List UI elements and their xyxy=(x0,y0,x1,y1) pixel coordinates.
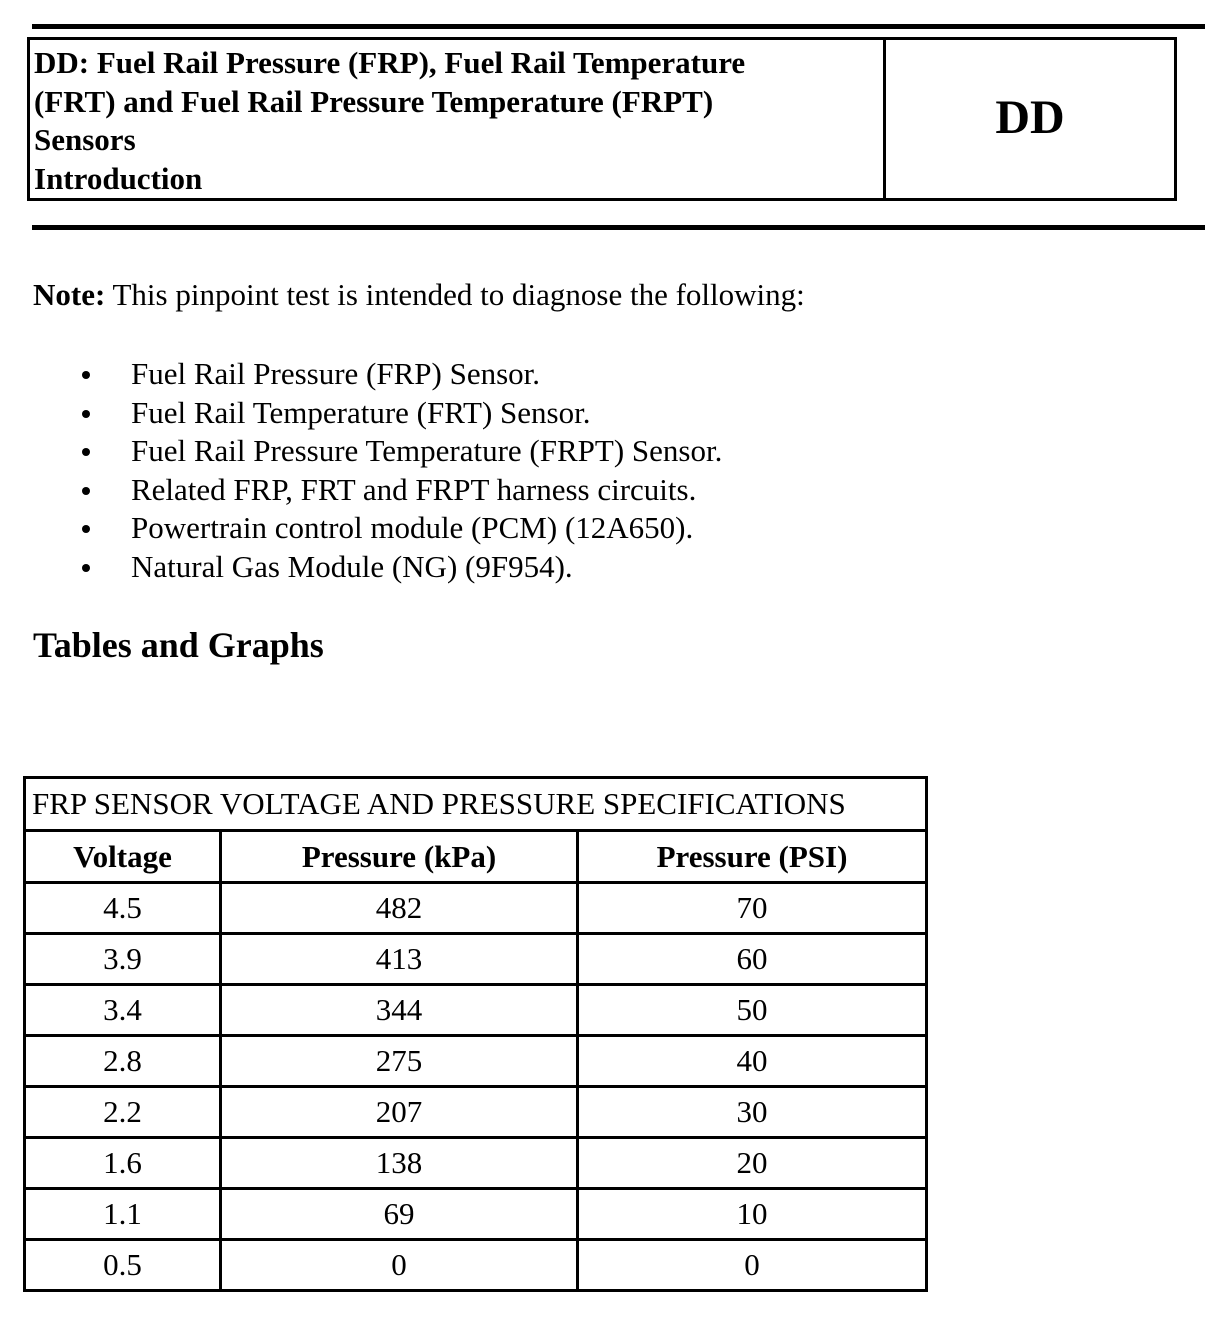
header-title-line: (FRT) and Fuel Rail Pressure Temperature (FRPT) xyxy=(34,83,714,119)
pressure-kpa-cell: 0 xyxy=(221,1240,578,1291)
column-header-pressure-psi: Pressure (PSI) xyxy=(578,831,927,883)
voltage-cell: 2.8 xyxy=(25,1036,221,1087)
table-header-row xyxy=(25,831,927,883)
table-caption-row xyxy=(25,778,927,831)
section-heading: Tables and Graphs xyxy=(33,625,324,665)
bullet-icon xyxy=(82,448,90,456)
header-title-line: DD: Fuel Rail Pressure (FRP), Fuel Rail Temperature xyxy=(34,45,746,80)
header-title-line: Introduction xyxy=(34,160,203,196)
voltage-cell: 1.6 xyxy=(25,1138,221,1189)
pressure-kpa-cell: 413 xyxy=(221,934,578,985)
table-row xyxy=(25,1087,927,1138)
column-header-voltage: Voltage xyxy=(25,831,221,883)
document-header xyxy=(27,37,1177,201)
table-caption: FRP SENSOR VOLTAGE AND PRESSURE SPECIFICATIONS xyxy=(25,778,927,831)
list-item-text: Natural Gas Module (NG) (9F954). xyxy=(131,548,573,584)
list-item-text: Fuel Rail Pressure Temperature (FRPT) Sensor. xyxy=(131,433,723,468)
voltage-cell: 0.5 xyxy=(25,1240,221,1291)
bullet-icon xyxy=(82,371,90,379)
bullet-icon xyxy=(82,564,90,572)
list-item-text: Fuel Rail Pressure (FRP) Sensor. xyxy=(131,356,541,391)
table-row xyxy=(25,1189,927,1240)
bullet-icon xyxy=(82,410,90,418)
voltage-cell: 2.2 xyxy=(25,1087,221,1138)
pressure-kpa-cell: 275 xyxy=(221,1036,578,1087)
bottom-rule xyxy=(32,225,1205,230)
pressure-psi-cell: 30 xyxy=(578,1087,927,1138)
pressure-psi-cell: 40 xyxy=(578,1036,927,1087)
table-row xyxy=(25,883,927,934)
bullet-icon xyxy=(82,487,90,495)
voltage-cell: 4.5 xyxy=(25,883,221,934)
pressure-kpa-cell: 344 xyxy=(221,985,578,1036)
pressure-psi-cell: 20 xyxy=(578,1138,927,1189)
frp-spec-table xyxy=(23,776,928,1292)
header-code: DD xyxy=(995,90,1065,144)
table-row xyxy=(25,985,927,1036)
pressure-psi-cell: 70 xyxy=(578,883,927,934)
pressure-psi-cell: 60 xyxy=(578,934,927,985)
note-paragraph xyxy=(33,277,805,313)
voltage-cell: 1.1 xyxy=(25,1189,221,1240)
pressure-kpa-cell: 69 xyxy=(221,1189,578,1240)
list-item-text: Fuel Rail Temperature (FRT) Sensor. xyxy=(131,394,591,430)
note-label: Note: xyxy=(33,277,106,312)
table-row xyxy=(25,1036,927,1087)
top-rule xyxy=(32,24,1205,29)
header-title xyxy=(30,40,886,198)
pressure-psi-cell: 50 xyxy=(578,985,927,1036)
pressure-psi-cell: 0 xyxy=(578,1240,927,1291)
table-row xyxy=(25,934,927,985)
pressure-psi-cell: 10 xyxy=(578,1189,927,1240)
column-header-pressure-kpa: Pressure (kPa) xyxy=(221,831,578,883)
voltage-cell: 3.9 xyxy=(25,934,221,985)
list-item-text: Powertrain control module (PCM) (12A650). xyxy=(131,510,694,545)
pressure-kpa-cell: 482 xyxy=(221,883,578,934)
note-text: This pinpoint test is intended to diagnose the following: xyxy=(105,277,805,312)
list-item-text: Related FRP, FRT and FRPT harness circuits. xyxy=(131,471,697,507)
pressure-kpa-cell: 207 xyxy=(221,1087,578,1138)
table-row xyxy=(25,1240,927,1291)
voltage-cell: 3.4 xyxy=(25,985,221,1036)
header-title-line: Sensors xyxy=(34,122,136,157)
table-row xyxy=(25,1138,927,1189)
bullet-icon xyxy=(82,525,90,533)
pressure-kpa-cell: 138 xyxy=(221,1138,578,1189)
